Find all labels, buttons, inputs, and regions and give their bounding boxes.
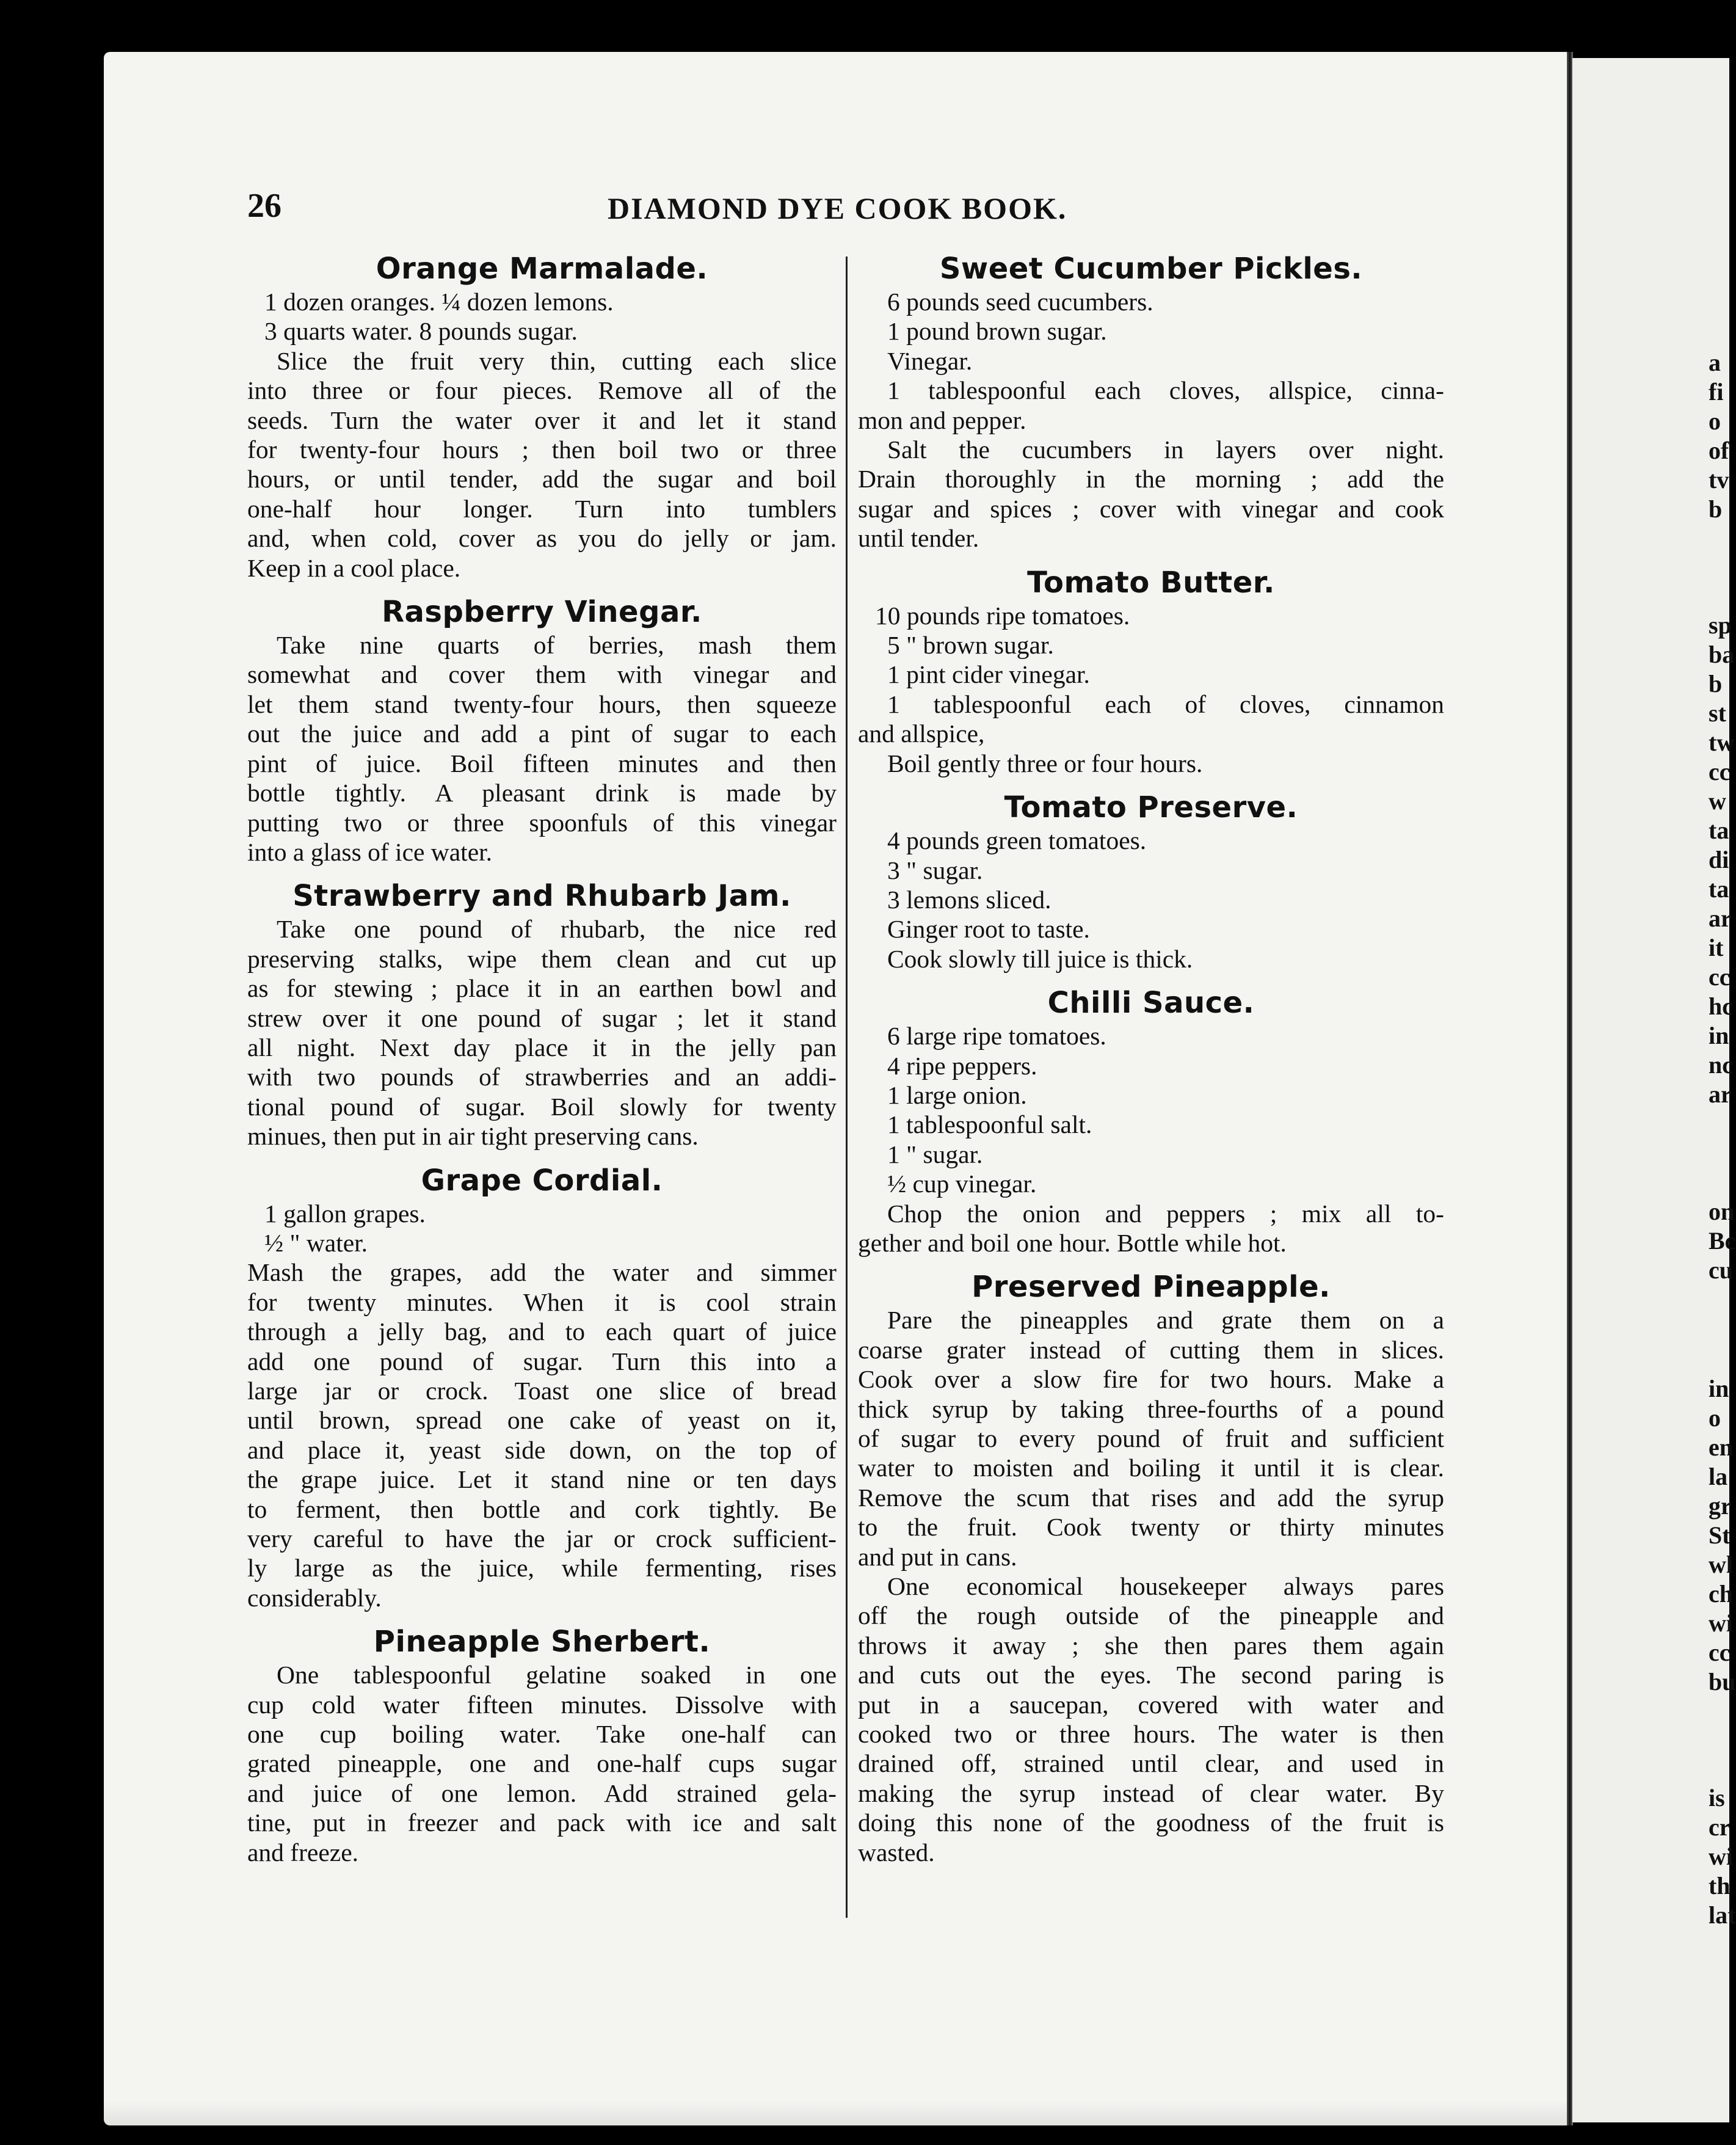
next-page-text-fragment: ta [1709, 875, 1729, 903]
recipe-text-line: ½ " water. [264, 1228, 368, 1257]
next-page-text-fragment: hc [1709, 992, 1733, 1020]
recipe-text-line: until brown, spread one cake of yeast on it, [247, 1406, 837, 1435]
next-page-text-fragment: in [1709, 1375, 1729, 1402]
recipe-text-line: 1 tablespoonful salt. [887, 1110, 1092, 1139]
next-page-text-fragment: wi [1709, 1609, 1733, 1637]
recipe-text-line: one cup boiling water. Take one-half can [247, 1720, 837, 1749]
recipe-text-line: strew over it one pound of sugar ; let it stand [247, 1003, 837, 1032]
recipe-text-line: and cuts out the eyes. The second paring is [858, 1661, 1444, 1689]
recipe-text-line: throws it away ; she then pares them again [858, 1631, 1444, 1659]
recipe-text-line: and, when cold, cover as you do jelly or jam. [247, 524, 837, 553]
next-page-text-fragment: wl [1709, 1551, 1733, 1578]
recipe-text-line: until tender. [858, 524, 979, 553]
next-page-text-fragment: ba [1709, 641, 1735, 668]
next-page-text-fragment: tw [1709, 729, 1735, 756]
next-page-text-fragment: b [1709, 670, 1723, 697]
right-column [858, 250, 1444, 1867]
recipe-text-line: Slice the fruit very thin, cutting each slice [277, 346, 837, 375]
recipe [858, 564, 1444, 778]
next-page-text-fragment: a [1709, 349, 1721, 376]
recipe-text-line: minues, then put in air tight preserving cans. [247, 1122, 699, 1151]
recipe-text-line: tional pound of sugar. Boil slowly for twenty [247, 1092, 837, 1121]
recipe [247, 1162, 837, 1613]
next-page-text-fragment: in [1709, 1022, 1729, 1049]
recipe-text-line: tine, put in freezer and pack with ice and salt [247, 1808, 837, 1837]
recipe-text-line: Boil gently three or four hours. [887, 749, 1203, 778]
recipe-text-line: and allspice, [858, 719, 985, 748]
recipe-text-line: put in a saucepan, covered with water and [858, 1690, 1444, 1719]
recipe-text-line: One tablespoonful gelatine soaked in one [277, 1661, 837, 1689]
next-page-text-fragment: gr [1709, 1492, 1732, 1520]
next-page-text-fragment: wi [1709, 1843, 1733, 1870]
recipe-text-line: seeds. Turn the water over it and let it stand [247, 406, 837, 434]
recipe-text-line: 3 quarts water. 8 pounds sugar. [264, 317, 578, 346]
column-rule [846, 257, 848, 1918]
recipe-text-line: out the juice and add a pint of sugar to each [247, 719, 837, 748]
recipe-text-line: the grape juice. Let it stand nine or ten days [247, 1465, 837, 1494]
recipe-title: Tomato Preserve. [1004, 790, 1298, 825]
recipe-title: Chilli Sauce. [1047, 986, 1255, 1021]
recipe-text-line: 3 " sugar. [887, 856, 983, 884]
recipe-text-line: putting two or three spoonfuls of this vinegar [247, 808, 837, 837]
recipe-text-line: 4 ripe peppers. [887, 1051, 1037, 1080]
recipe-text-line: into three or four pieces. Remove all of the [247, 376, 837, 405]
recipe-text-line: into a glass of ice water. [247, 837, 493, 866]
next-page-text-fragment: ar [1709, 905, 1732, 932]
recipe-text-line: thick syrup by taking three-fourths of a pound [858, 1394, 1444, 1423]
recipe-text-line: of sugar to every pound of fruit and sufficient [858, 1424, 1444, 1452]
recipe-text-line: Take one pound of rhubarb, the nice red [277, 915, 837, 944]
recipe-text-line: 1 tablespoonful each cloves, allspice, cinna- [887, 376, 1444, 405]
recipe-text-line: all night. Next day place it in the jelly pan [247, 1033, 837, 1062]
recipe-text-line: large jar or crock. Toast one slice of bread [247, 1377, 837, 1405]
recipe-text-line: 3 lemons sliced. [887, 885, 1051, 914]
recipe-text-line: 1 tablespoonful each of cloves, cinnamon [887, 690, 1444, 718]
recipe-text-line: Drain thoroughly in the morning ; add the [858, 465, 1444, 493]
recipe-text-line: 1 pound brown sugar. [887, 317, 1107, 346]
next-page-text-fragment: o [1709, 1404, 1721, 1432]
recipe-text-line: pint of juice. Boil fifteen minutes and then [247, 749, 837, 778]
recipe-text-line: ½ cup vinegar. [887, 1170, 1037, 1198]
recipe [247, 1623, 837, 1867]
recipe-title: Strawberry and Rhubarb Jam. [292, 879, 791, 914]
recipe-text-line: 1 pint cider vinegar. [887, 660, 1090, 689]
recipe-text-line: 1 gallon grapes. [264, 1199, 426, 1228]
next-page-text-fragment: th [1709, 1872, 1731, 1899]
next-page-text-fragment: is [1709, 1784, 1725, 1812]
recipe-text-line: somewhat and cover them with vinegar and [247, 660, 837, 689]
recipe-text-line: 6 large ripe tomatoes. [887, 1022, 1106, 1051]
recipe-text-line: Ginger root to taste. [887, 915, 1090, 944]
recipe-text-line: hours, or until tender, add the sugar and boil [247, 465, 837, 493]
recipe-text-line: through a jelly bag, and to each quart of juice [247, 1317, 837, 1346]
next-page-text-fragment: St [1709, 1521, 1731, 1549]
next-page-text-fragment: lat [1709, 1901, 1736, 1929]
next-page-text-fragment: di [1709, 846, 1729, 873]
recipe-text-line: 1 dozen oranges. ¼ dozen lemons. [264, 288, 614, 316]
recipe-text-line: sugar and spices ; cover with vinegar and cook [858, 494, 1444, 523]
recipe-text-line: 1 " sugar. [887, 1140, 983, 1168]
recipe-title: Orange Marmalade. [376, 252, 708, 286]
recipe [247, 594, 837, 867]
next-page-text-fragment: Bc [1709, 1227, 1736, 1255]
recipe-text-line: as for stewing ; place it in an earthen bowl and [247, 974, 837, 1003]
next-page-text-fragment: b [1709, 495, 1723, 523]
next-page-text-fragment: ta [1709, 817, 1729, 844]
recipe-text-line: to ferment, then bottle and cork tightly. Be [247, 1495, 837, 1523]
recipe [858, 985, 1444, 1258]
recipe-text-line: Vinegar. [887, 346, 973, 375]
recipe-title: Sweet Cucumber Pickles. [939, 252, 1363, 286]
adjacent-page-edge [1572, 58, 1729, 2122]
recipe-text-line: to the fruit. Cook twenty or thirty minutes [858, 1513, 1444, 1542]
next-page-text-fragment: tv [1709, 466, 1729, 493]
recipe-text-line: making the syrup instead of clear water. By [858, 1779, 1444, 1807]
recipe-text-line: Remove the scum that rises and add the syrup [858, 1483, 1444, 1512]
running-head: DIAMOND DYE COOK BOOK. [608, 191, 1067, 225]
recipe-text-line: 5 " brown sugar. [887, 631, 1054, 660]
recipe-title: Grape Cordial. [421, 1163, 663, 1198]
recipe-text-line: and freeze. [247, 1838, 358, 1866]
recipe-text-line: Keep in a cool place. [247, 553, 461, 582]
recipe [247, 250, 837, 583]
recipe-text-line: Salt the cucumbers in layers over night. [887, 435, 1444, 464]
recipe-title: Preserved Pineapple. [972, 1270, 1331, 1305]
page-number: 26 [247, 187, 281, 225]
recipe-text-line: doing this none of the goodness of the fruit is [858, 1808, 1444, 1837]
recipe-text-line: gether and boil one hour. Bottle while hot. [858, 1228, 1287, 1257]
recipe-text-line: Pare the pineapples and grate them on a [887, 1306, 1444, 1335]
recipe-text-line: 6 pounds seed cucumbers. [887, 288, 1153, 316]
recipe-text-line: with two pounds of strawberries and an addi- [247, 1063, 837, 1091]
next-page-text-fragment: en [1709, 1433, 1733, 1461]
recipe-text-line: water to moisten and boiling it until it is clear. [858, 1454, 1444, 1482]
next-page-text-fragment: on [1709, 1198, 1735, 1225]
recipe [858, 789, 1444, 974]
recipe-text-line: and place it, yeast side down, on the top of [247, 1435, 837, 1464]
next-page-text-fragment: st [1709, 699, 1726, 727]
left-column [247, 250, 837, 1867]
next-page-text-fragment: cc [1709, 963, 1731, 991]
recipe [858, 250, 1444, 553]
recipe-text-line: wasted. [858, 1838, 935, 1866]
recipe-text-line: preserving stalks, wipe them clean and cut up [247, 944, 837, 973]
recipe [247, 878, 837, 1151]
next-page-text-fragment: of [1709, 437, 1729, 464]
next-page-text-fragment: la [1709, 1463, 1728, 1490]
recipe-text-line: very careful to have the jar or crock sufficient- [247, 1524, 837, 1553]
next-page-text-fragment: it [1709, 934, 1724, 961]
next-page-text-fragment: cu [1709, 1256, 1733, 1284]
next-page-text-fragment: fi [1709, 378, 1724, 406]
recipe-text-line: let them stand twenty-four hours, then squeeze [247, 690, 837, 718]
recipe [858, 1269, 1444, 1867]
recipe-text-line: add one pound of sugar. Turn this into a [247, 1347, 837, 1375]
recipe-text-line: 10 pounds ripe tomatoes. [875, 601, 1130, 630]
recipe-text-line: Mash the grapes, add the water and simmer [247, 1258, 837, 1287]
next-page-text-fragment: cr [1709, 1813, 1731, 1841]
recipe-text-line: for twenty-four hours ; then boil two or three [247, 435, 837, 464]
recipe-text-line: Take nine quarts of berries, mash them [277, 631, 837, 660]
recipe-title: Tomato Butter. [1027, 565, 1275, 600]
recipe-text-line: cooked two or three hours. The water is then [858, 1720, 1444, 1749]
recipe-text-line: 4 pounds green tomatoes. [887, 826, 1147, 855]
recipe-text-line: cup cold water fifteen minutes. Dissolve with [247, 1690, 837, 1719]
recipe-title: Pineapple Sherbert. [373, 1625, 711, 1659]
recipe-text-line: bottle tightly. A pleasant drink is made by [247, 779, 837, 807]
next-page-text-fragment: sp [1709, 611, 1732, 639]
recipe-text-line: Cook over a slow fire for two hours. Make a [858, 1365, 1444, 1394]
recipe-text-line: Cook slowly till juice is thick. [887, 944, 1193, 973]
recipe-text-line: for twenty minutes. When it is cool strain [247, 1287, 837, 1316]
next-page-text-fragment: o [1709, 407, 1721, 435]
recipe-text-line: coarse grater instead of cutting them in slices. [858, 1335, 1444, 1364]
recipe-text-line: off the rough outside of the pineapple and [858, 1601, 1444, 1630]
next-page-text-fragment: ch [1709, 1580, 1733, 1608]
recipe-text-line: grated pineapple, one and one-half cups sugar [247, 1749, 837, 1778]
recipe-text-line: and put in cans. [858, 1542, 1017, 1571]
next-page-text-fragment: nc [1709, 1051, 1733, 1079]
next-page-text-fragment: cc [1709, 758, 1731, 785]
next-page-text-fragment: w [1709, 787, 1726, 815]
recipe-title: Raspberry Vinegar. [382, 595, 702, 630]
recipe-text-line: ly large as the juice, while fermenting, rises [247, 1554, 837, 1582]
recipe-text-line: One economical housekeeper always pares [887, 1572, 1444, 1601]
next-page-text-fragment: bu [1709, 1668, 1736, 1695]
recipe-text-line: mon and pepper. [858, 406, 1026, 434]
recipe-text-line: considerably. [247, 1583, 382, 1612]
next-page-text-fragment: ar [1709, 1080, 1732, 1108]
recipe-text-line: one-half hour longer. Turn into tumblers [247, 494, 837, 523]
recipe-text-line: drained off, strained until clear, and used in [858, 1749, 1444, 1778]
recipe-text-line: and juice of one lemon. Add strained gela- [247, 1779, 837, 1807]
recipe-text-line: Chop the onion and peppers ; mix all to- [887, 1199, 1444, 1228]
next-page-text-fragment: cc [1709, 1639, 1731, 1666]
recipe-text-line: 1 large onion. [887, 1080, 1027, 1109]
